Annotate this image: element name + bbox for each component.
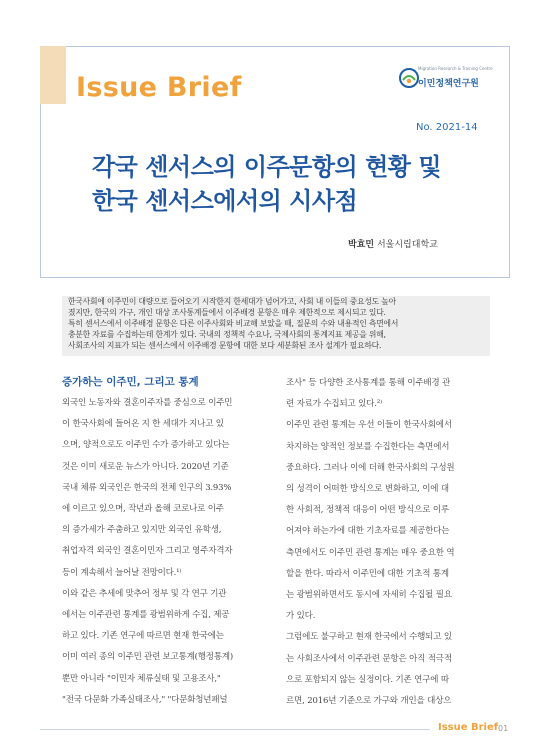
body-line: 어져야 하는가에 대한 기초자료를 제공한다는 xyxy=(286,526,450,537)
body-line: 에서는 이주관련 통계를 광범위하게 수집, 제공 xyxy=(62,610,230,621)
body-line: 것은 이미 새로운 뉴스가 아니다. 2020년 기준 xyxy=(62,461,229,472)
body-line: 취업자격 외국인 결혼이민자 그리고 영주자격자 xyxy=(62,546,233,557)
org-seal-icon xyxy=(398,67,420,89)
page-number: 01 xyxy=(498,724,509,733)
org-subname: Migration Research & Training Centre xyxy=(418,66,493,71)
issue-number: No. 2021-14 xyxy=(416,122,478,133)
body-line: 이주민 관련 통계는 우선 이들이 한국사회에서 xyxy=(286,420,452,431)
footer-brand: Issue Brief xyxy=(438,722,499,733)
org-name: 이민정책연구원 xyxy=(418,79,479,89)
body-line: 이미 여러 종의 이주민 관련 보고통계(행정통계) xyxy=(62,652,233,663)
body-line: 중요하다. 그러나 이에 더해 한국사회의 구성원 xyxy=(286,462,455,473)
body-line: 등이 계속해서 늘어날 전망이다.¹⁾ xyxy=(62,567,182,578)
footer-divider xyxy=(40,729,430,730)
body-line: 할을 한다. 따라서 이주민에 대한 기초적 통계 xyxy=(286,568,449,579)
body-line: 하고 있다. 기존 연구에 따르면 현재 한국에는 xyxy=(62,631,224,642)
body-line: 가 있다. xyxy=(286,611,316,622)
section-heading: 증가하는 이주민, 그리고 통계 xyxy=(62,376,199,388)
author-line xyxy=(348,237,438,250)
org-logo xyxy=(398,64,494,104)
abstract-box xyxy=(62,296,490,356)
body-column-left xyxy=(62,373,267,711)
title-line-1: 각국 센서스의 이주문항의 현황 및 xyxy=(92,153,441,181)
author-name: 박효민 xyxy=(348,240,375,250)
body-line: 한 사회적, 정책적 대응이 어떤 방식으로 이루 xyxy=(286,505,449,516)
abstract-line: 충분한 자료를 수집하는데 한계가 있다. 국내의 정책적 수요나, 국제사회의 통계지표 제공을 위해, xyxy=(68,330,386,339)
header-corner-accent xyxy=(40,46,66,104)
body-line: 의 성격이 어떠한 방식으로 변화하고, 이에 대 xyxy=(286,484,449,495)
body-line: 는 사회조사에서 이주관련 문항은 아직 적극적 xyxy=(286,653,452,664)
body-line: 차지하는 양적인 정보를 수집한다는 측면에서 xyxy=(286,441,450,452)
body-line: 그럼에도 불구하고 현재 한국에서 수행되고 있 xyxy=(286,632,452,643)
abstract-line: 사회조사의 지표가 되는 센서스에서 이주배경 문항에 대한 보다 세분화된 조사 설계가 필요하다. xyxy=(68,341,382,350)
author-affiliation: 서울시립대학교 xyxy=(376,240,438,250)
body-line: "전국 다문화 가족실태조사," "다문화청년패널 xyxy=(62,694,228,705)
abstract-line: 특히 센서스에서 이주배경 문항은 다른 이주사회와 비교해 보았을 때, 질문의 수와 내용적인 측면에서 xyxy=(68,319,399,328)
left-column-text xyxy=(62,393,267,711)
body-line: 이 한국사회에 들어온 지 한 세대가 지나고 있 xyxy=(62,419,224,430)
body-line: 는 광범위하면서도 동시에 자세히 수집될 필요 xyxy=(286,590,452,601)
abstract-line: 졌지만, 한국의 가구, 개인 대상 조사통계들에서 이주배경 문항은 매우 제한적으로 제시되고 있다. xyxy=(68,308,386,317)
page-title xyxy=(92,150,441,218)
body-line: 련 자료가 수집되고 있다.²⁾ xyxy=(286,399,383,410)
title-line-2: 한국 센서스에서의 시사점 xyxy=(92,187,358,215)
body-line: 측면에서도 이주민 관련 통계는 매우 중요한 역 xyxy=(286,547,455,558)
body-line: 에 이르고 있으며, 작년과 올해 코로나로 이주 xyxy=(62,504,224,515)
issue-brief-brand: Issue Brief xyxy=(76,72,242,103)
right-column-text xyxy=(286,373,491,712)
body-line: 이와 같은 추세에 맞추어 정부 및 각 연구 기관 xyxy=(62,588,227,599)
body-line: 르면, 2016년 기준으로 가구와 개인을 대상으 xyxy=(286,696,452,707)
body-line: 국내 체류 외국인은 한국의 전체 인구의 3.93% xyxy=(62,482,232,493)
body-column-right xyxy=(286,373,491,712)
body-line: 외국인 노동자와 결혼이주자를 중심으로 이주민 xyxy=(62,398,233,408)
body-line: 의 증가세가 주춤하고 있지만 외국인 유학생, xyxy=(62,525,222,536)
body-line: 조사" 등 다양한 조사통계를 통해 이주배경 관 xyxy=(286,378,451,388)
body-line: 뿐만 아니라 "이민자 체류실태 및 고용조사," xyxy=(62,673,221,684)
body-line: 으며, 양적으로도 이주민 수가 증가하고 있다는 xyxy=(62,440,230,451)
body-line: 으로 포함되지 않는 실정이다. 기존 연구에 따 xyxy=(286,674,449,685)
abstract-line: 한국사회에 이주민이 대량으로 들어오기 시작한지 한세대가 넘어가고, 사회 내 이들의 중요성도 높아 xyxy=(68,297,396,306)
